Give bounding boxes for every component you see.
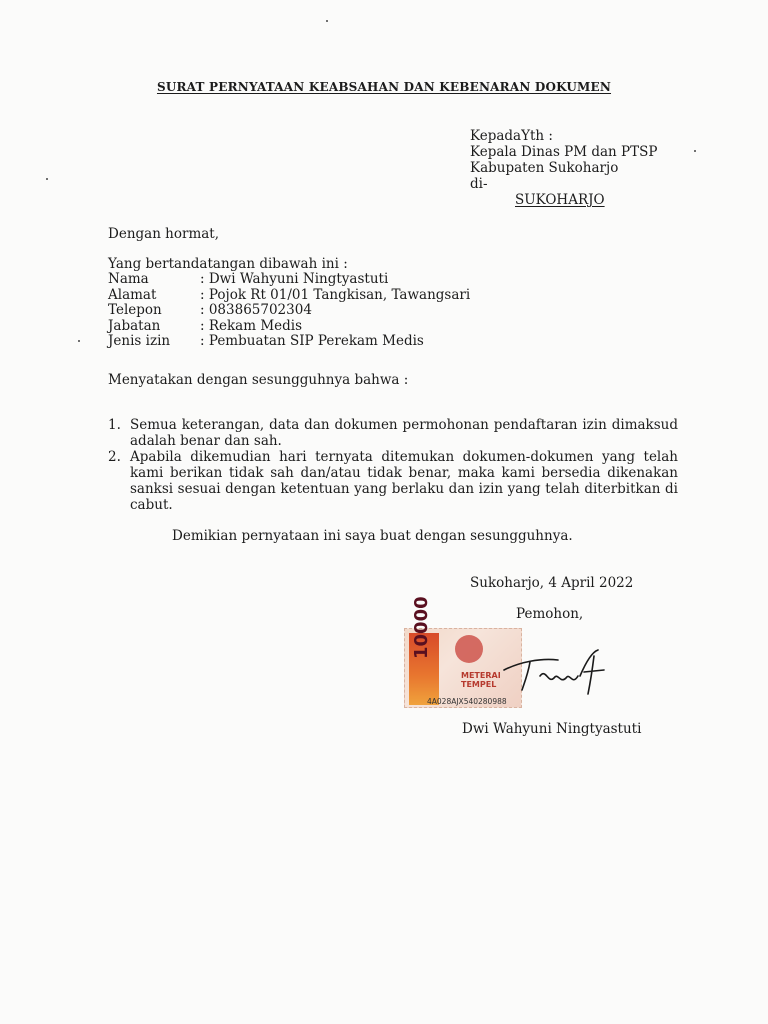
closing-statement: Demikian pernyataan ini saya buat dengan sesungguhnya. [172, 528, 573, 544]
field-value: : Rekam Medis [200, 317, 303, 334]
list-item [108, 417, 678, 449]
field-value: : Dwi Wahyuni Ningtyastuti [200, 271, 389, 287]
field-row [108, 272, 470, 288]
place-date: Sukoharjo, 4 April 2022 [470, 575, 634, 591]
statement-list [108, 417, 678, 513]
stamp-label-line-1: METERAI [461, 671, 501, 680]
stamp-label-line-2: TEMPEL [461, 680, 497, 689]
field-row [108, 334, 470, 350]
field-value: : Pembuatan SIP Perekam Medis [200, 333, 424, 349]
signer-name: Dwi Wahyuni Ningtyastuti [462, 721, 642, 737]
field-label: Alamat [108, 286, 157, 303]
identity-fields [108, 272, 470, 350]
recipient-line-2: Kepala Dinas PM dan PTSP [470, 144, 658, 160]
field-label: Nama [108, 271, 149, 287]
garuda-emblem-icon [455, 635, 483, 663]
list-item-text: Semua keterangan, data dan dokumen permohonan pendaftaran izin dimaksud adalah benar dan sah. [130, 417, 678, 449]
paper-speck [326, 20, 328, 22]
list-item [108, 449, 678, 513]
field-value: : 083865702304 [200, 302, 312, 318]
paper-speck [78, 340, 80, 342]
recipient-line-3: Kabupaten Sukoharjo [470, 160, 619, 176]
recipient-line-4: di- [470, 176, 488, 192]
handwritten-signature [500, 632, 610, 702]
field-label: Telepon [108, 302, 162, 318]
field-row [108, 303, 470, 319]
field-row [108, 319, 470, 335]
recipient-city: SUKOHARJO [515, 192, 605, 208]
list-item-number: 2. [108, 449, 121, 465]
recipient-line-1: KepadaYth : [470, 128, 553, 144]
field-label: Jabatan [108, 317, 161, 334]
stamp-label [461, 671, 501, 689]
paper-speck [694, 150, 696, 152]
intro-line: Yang bertandatangan dibawah ini : [108, 256, 348, 272]
stamp-value: 10000 [411, 596, 432, 659]
paper-speck [46, 178, 48, 180]
recipient-address [470, 128, 657, 208]
declaration-line: Menyatakan dengan sesungguhnya bahwa : [108, 372, 409, 388]
field-label: Jenis izin [108, 333, 171, 349]
list-item-text: Apabila dikemudian hari ternyata ditemukan dokumen-dokumen yang telah kami berikan tidak sah dan/atau tidak benar, maka kami bersedia dikenakan sanksi sesuai dengan ketentuan yang berlaku dan izin yang telah diterbitkan di cabut. [130, 449, 678, 513]
field-value: : Pojok Rt 01/01 Tangkisan, Tawangsari [200, 286, 471, 303]
list-item-number: 1. [108, 417, 121, 433]
signer-role: Pemohon, [516, 606, 584, 622]
stamp-serial: 4A028AJX540280988 [427, 697, 507, 706]
greeting: Dengan hormat, [108, 226, 220, 242]
document-title: SURAT PERNYATAAN KEABSAHAN DAN KEBENARAN DOKUMEN [156, 80, 612, 94]
field-row [108, 288, 470, 304]
